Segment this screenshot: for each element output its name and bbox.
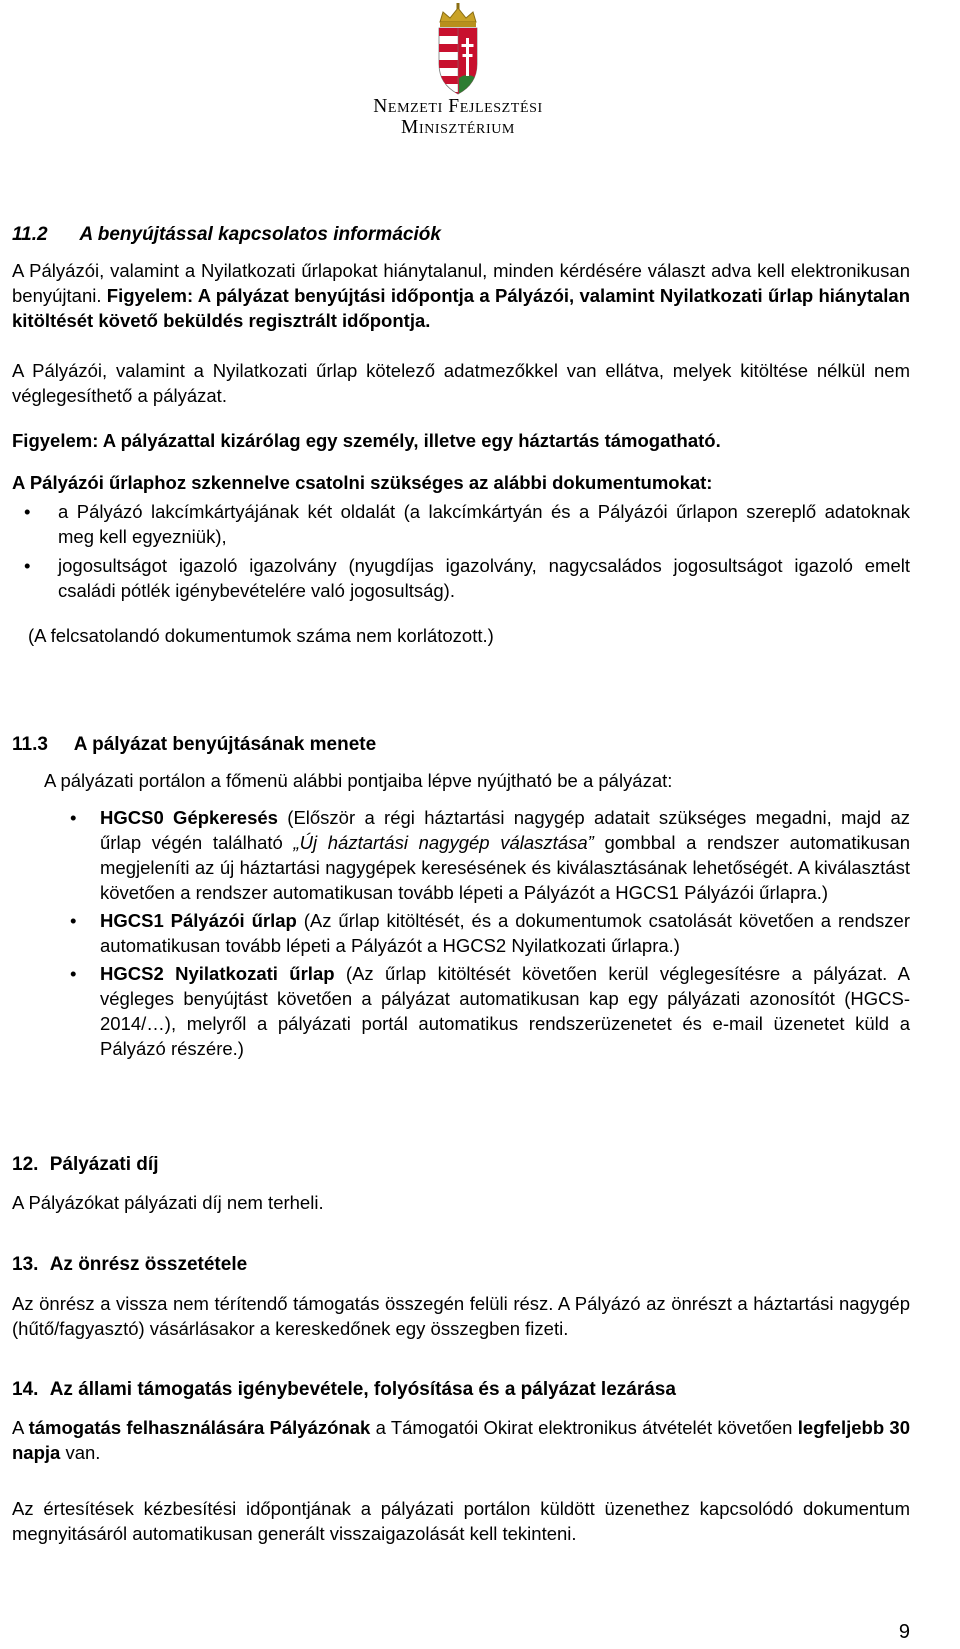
bullet-icon: • bbox=[70, 963, 77, 984]
section-11-3-intro: A pályázati portálon a főmenü alábbi pontjaiba lépve nyújtható be a pályázat: bbox=[44, 770, 673, 791]
bullet-icon: • bbox=[24, 555, 31, 576]
list-item-text: a Pályázó lakcímkártyájának két oldalát (a lakcímkártyán és a Pályázói űrlapon szereplő adatoknak meg kell egyezniük), bbox=[58, 501, 910, 547]
paragraph-text: van. bbox=[60, 1442, 101, 1463]
list-item bbox=[24, 499, 910, 549]
section-number: 13. bbox=[12, 1254, 39, 1275]
note-text: (A felcsatolandó dokumentumok száma nem korlátozott.) bbox=[28, 625, 494, 646]
documents-intro: A Pályázói űrlaphoz szkennelve csatolni szükséges az alábbi dokumentumokat: bbox=[12, 472, 713, 493]
section-11-3-heading bbox=[12, 732, 376, 757]
step-name: HGCS2 Nyilatkozati űrlap bbox=[100, 963, 335, 984]
paragraph-text: A bbox=[12, 1417, 29, 1438]
bullet-icon: • bbox=[70, 910, 77, 931]
section-11-2-heading bbox=[12, 222, 441, 247]
step-text: (Az űrlap kitöltését, és a dokumentumok csatolását követően a rendszer automatikusan tovább lépeti a Pályázót a HGCS2 Nyilatkozati űrlapra.) bbox=[100, 910, 910, 956]
emphasis-text: támogatás felhasználására Pályázónak bbox=[28, 1417, 371, 1438]
step-name: HGCS0 Gépkeresés bbox=[100, 807, 278, 828]
step-name: HGCS1 Pályázói űrlap bbox=[100, 910, 297, 931]
section-12-heading bbox=[12, 1152, 158, 1177]
section-title: A pályázat benyújtásának menete bbox=[73, 734, 377, 755]
ministry-name bbox=[338, 96, 578, 138]
list-item bbox=[24, 553, 910, 603]
section-number: 11.3 bbox=[12, 734, 48, 755]
bullet-icon: • bbox=[70, 807, 77, 828]
paragraph: A Pályázói, valamint a Nyilatkozati űrlap kötelező adatmezőkkel van ellátva, melyek kitöltése nélkül nem véglegesíthető a pályázat. bbox=[12, 360, 910, 406]
section-title: Pályázati díj bbox=[49, 1154, 159, 1175]
coat-of-arms-icon bbox=[368, 2, 548, 97]
list-item-text: jogosultságot igazoló igazolvány (nyugdíjas igazolvány, nagycsaládos jogosultságot igazoló emelt családi pótlék igénybevételére való jogosultság). bbox=[58, 555, 910, 601]
section-13-text: Az önrész a vissza nem térítendő támogatás összegén felüli rész. A Pályázó az önrészt a háztartási nagygép (hűtő/fagyasztó) vásárlásakor a kereskedőnek egy összegben fizeti. bbox=[12, 1293, 910, 1339]
warning-paragraph: Figyelem: A pályázattal kizárólag egy személy, illetve egy háztartás támogatható. bbox=[12, 430, 721, 451]
section-13-heading bbox=[12, 1252, 247, 1277]
paragraph bbox=[12, 258, 910, 333]
section-12-text: A Pályázókat pályázati díj nem terheli. bbox=[12, 1192, 324, 1213]
paragraph-text: A Pályázói, valamint a Nyilatkozati űrlapokat hiánytalanul, minden kérdésére választ adva kell elektronikusan benyújtani. bbox=[12, 260, 910, 306]
section-number: 14. bbox=[12, 1379, 39, 1400]
warning-text: Figyelem: A pályázat benyújtási időpontja a Pályázói, valamint Nyilatkozati űrlap hiánytalan kitöltését követő beküldés regisztrált időpontja. bbox=[12, 285, 910, 331]
step-text: (Először a régi háztartási nagygép adatait szükséges megadni, majd az űrlap végén található bbox=[100, 807, 910, 853]
list-item bbox=[70, 961, 910, 1061]
step-text: gombbal a rendszer automatikusan megjeleníti az új háztartási nagygépek keresésének és kiválasztásának lehetőségét. A kiválasztást követően a rendszer automatikusan tovább lépeti a Pályázót a HGCS1 Pályázói űrlapra.) bbox=[100, 832, 910, 903]
button-reference: „Új háztartási nagygép választása” bbox=[293, 832, 594, 853]
section-14-paragraph-2: Az értesítések kézbesítési időpontjának a pályázati portálon küldött üzenethez kapcsolódó dokumentum megnyitásáról automatikusan generált visszaigazolását kell tekinteni. bbox=[12, 1498, 910, 1544]
section-14-paragraph bbox=[12, 1415, 910, 1465]
deadline-text: legfeljebb 30 napja bbox=[12, 1417, 910, 1463]
section-number: 12. bbox=[12, 1154, 39, 1175]
section-14-heading bbox=[12, 1377, 676, 1402]
section-title: Az önrész összetétele bbox=[49, 1254, 248, 1275]
bullet-icon: • bbox=[24, 501, 31, 522]
section-title: Az állami támogatás igénybevétele, folyósítása és a pályázat lezárása bbox=[49, 1379, 676, 1400]
list-item bbox=[70, 908, 910, 958]
section-number: 11.2 bbox=[12, 224, 48, 245]
ministry-name-line1: Nemzeti Fejlesztési bbox=[373, 96, 543, 117]
ministry-name-line2: Minisztérium bbox=[401, 117, 515, 138]
ministry-logo bbox=[368, 2, 548, 137]
list-item bbox=[70, 805, 910, 905]
section-11-2-body bbox=[12, 258, 910, 648]
step-text: (Az űrlap kitöltését követően kerül véglegesítésre a pályázat. A végleges benyújtást követően a pályázat automatikusan kap egy pályázati azonosítót (HGCS-2014/…), melyről a pályázati portál automatikus rendszerüzenetet és e-mail üzenetet küld a Pályázó részére.) bbox=[100, 963, 911, 1059]
paragraph-text: a Támogatói Okirat elektronikus átvételét követően bbox=[370, 1417, 798, 1438]
documents-list bbox=[12, 499, 910, 603]
page-number: 9 bbox=[898, 1621, 910, 1643]
section-title: A benyújtással kapcsolatos információk bbox=[79, 224, 441, 245]
submission-steps-list bbox=[70, 805, 910, 1061]
